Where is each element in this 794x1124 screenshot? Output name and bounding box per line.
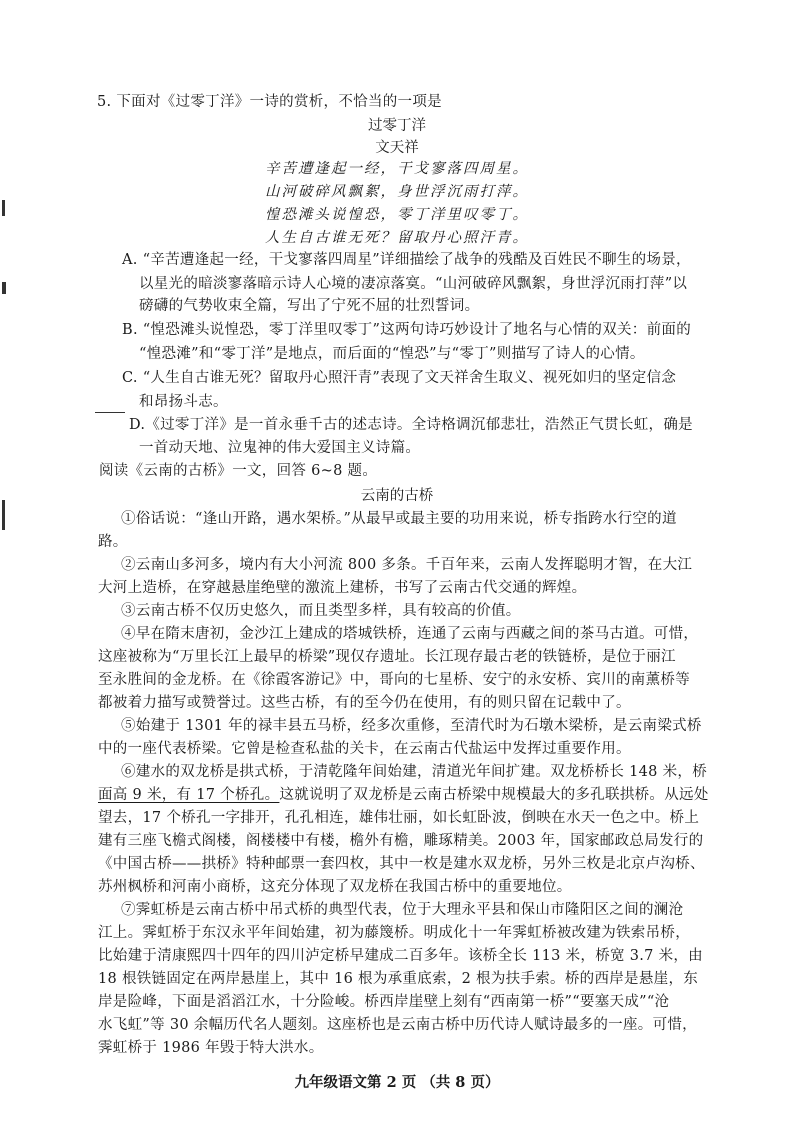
poem-line: 惶恐滩头说惶恐，零丁洋里叹零丁。	[265, 207, 529, 223]
paragraph-line: 至永胜间的金龙桥。在《徐霞客游记》中，哥向的七星桥、安宁的永安桥、宾川的南薰桥等	[98, 672, 690, 688]
option-b-line: “惶恐滩”和“零丁洋”是地点，而后面的“惶恐”与“零丁”则描写了诗人的心情。	[139, 346, 645, 362]
poem-author: 文天祥	[375, 140, 419, 156]
option-c-line: 和昂扬斗志。	[139, 394, 228, 410]
paragraph-line: 江上。霁虹桥于东汉永平年间始建，初为藤篾桥。明成化十一年霁虹桥被改建为铁索吊桥，	[98, 925, 690, 941]
paragraph-line: ⑥建水的双龙桥是拱式桥，于清乾隆年间始建，清道光年间扩建。双龙桥桥长 148 米，桥	[121, 764, 707, 780]
paragraph-line: ①俗话说：“逢山开路，遇水架桥。”从最早或最主要的功用来说，桥专指跨水行空的道	[121, 511, 677, 527]
option-a-line: 以星光的暗淡寥落暗示诗人心境的凄凉落寞。“山河破碎风飘絮，身世浮沉雨打萍”以	[139, 276, 688, 292]
paragraph-line: ③云南古桥不仅历史悠久，而且类型多样，具有较高的价值。	[121, 603, 521, 619]
paragraph-line: 18 根铁链固定在两岸悬崖上，其中 16 根为承重底索，2 根为扶手索。桥的西岸是悬崖，东	[98, 971, 699, 987]
paragraph-line: 大河上造桥，在穿越悬崖绝壁的激流上建桥，书写了云南古代交通的辉煌。	[98, 580, 587, 596]
answer-blank-line	[95, 412, 125, 413]
poem-line: 辛苦遭逢起一经，干戈寥落四周星。	[265, 161, 529, 177]
paragraph-line: 望去，17 个桥孔一字排开，孔孔相连，雄伟壮丽，如长虹卧波，倒映在水天一色之中。桥上	[98, 810, 700, 826]
option-a-line: 磅礴的气势收束全篇，写出了宁死不屈的壮烈誓词。	[139, 298, 480, 314]
paragraph-line: 苏州枫桥和河南小商桥，这充分体现了双龙桥在我国古桥中的重要地位。	[98, 879, 572, 895]
poem-line: 山河破碎风飘絮，身世浮沉雨打萍。	[265, 184, 529, 200]
option-c-line: C. “人生自古谁无死？留取丹心照汗青”表现了文天祥舍生取义、视死如归的坚定信念	[122, 370, 677, 386]
option-a-line: A. “辛苦遭逢起一经，干戈寥落四周星”详细描绘了战争的残酷及百姓民不聊生的场景，	[122, 252, 691, 268]
paragraph-line: 路。	[98, 534, 128, 550]
paragraph-line: ②云南山多河多，境内有大小河流 800 多条。千百年来，云南人发挥聪明才智，在大江	[121, 557, 693, 573]
paragraph-line: 《中国古桥——拱桥》特种邮票一套四枚，其中一枚是建水双龙桥，另外三枚是北京卢沟桥、	[98, 856, 705, 872]
paragraph-line: 这座被称为“万里长江上最早的桥梁”现仅存遗址。长江现存最古老的铁链桥，是位于丽江	[98, 649, 676, 665]
paragraph-line-2	[98, 783, 709, 804]
paragraph-line: 建有三座飞檐式阁楼，阁楼楼中有楼，檐外有檐，雕琢精美。2003 年，国家邮政总局发行的	[98, 833, 704, 849]
passage-title: 云南的古桥	[360, 488, 434, 504]
paragraph-line: ⑤始建于 1301 年的禄丰县五马桥，经多次重修，至清代时为石墩木梁桥，是云南梁式桥	[121, 718, 702, 734]
paragraph-line: ⑦霁虹桥是云南古桥中吊式桥的典型代表，位于大理永平县和保山市隆阳区之间的澜沧	[121, 902, 684, 918]
option-d-line: 一首动天地、泣鬼神的伟大爱国主义诗篇。	[139, 440, 421, 456]
underlined-phrase: 面高 9 米，有 17 个桥孔。	[98, 787, 280, 803]
option-b-line: B. “惶恐滩头说惶恐，零丁洋里叹零丁”这两句诗巧妙设计了地名与心情的双关：前面的	[122, 322, 691, 338]
option-d-line: D.《过零丁洋》是一首永垂千古的述志诗。全诗格调沉郁悲壮，浩然正气贯长虹，确是	[129, 417, 693, 433]
page-footer: 九年级语文第 2 页 （共 8 页）	[294, 1074, 500, 1091]
reading-intro: 阅读《云南的古桥》一文，回答 6~8 题。	[99, 463, 378, 479]
paragraph-line: 霁虹桥于 1986 年毁于特大洪水。	[98, 1040, 324, 1056]
paragraph-line: 比始建于清康熙四十四年的四川泸定桥早建成二百多年。该桥全长 113 米，桥宽 3.7 米，由	[98, 948, 703, 964]
paragraph-line: 中的一座代表桥梁。它曾是检查私盐的关卡，在云南古代盐运中发挥过重要作用。	[98, 741, 631, 757]
question-stem: 5. 下面对《过零丁洋》一诗的赏析，不恰当的一项是	[97, 94, 442, 110]
paragraph-line: ④早在隋末唐初，金沙江上建成的塔城铁桥，连通了云南与西藏之间的茶马古道。可惜，	[121, 626, 699, 642]
poem-title: 过零丁洋	[368, 118, 426, 134]
paragraph-line: 都被着力描写或赞誉过。这些古桥，有的至今仍在使用，有的则只留在记载中了。	[98, 695, 631, 711]
scan-margin-mark	[2, 282, 6, 294]
paragraph-line: 岸是险峰，下面是滔滔江水，十分险峻。桥西岸崖壁上刻有“西南第一桥”“要塞天成”“沧	[98, 994, 670, 1010]
poem-line: 人生自古谁无死？留取丹心照汗青。	[265, 230, 529, 246]
paragraph-line: 水飞虹”等 30 余幅历代名人题刻。这座桥也是云南古桥中历代诗人赋诗最多的一座。可惜，	[98, 1017, 697, 1033]
paragraph-line-rest: 这就说明了双龙桥是云南古桥梁中规模最大的多孔联拱桥。从远处	[279, 787, 709, 803]
